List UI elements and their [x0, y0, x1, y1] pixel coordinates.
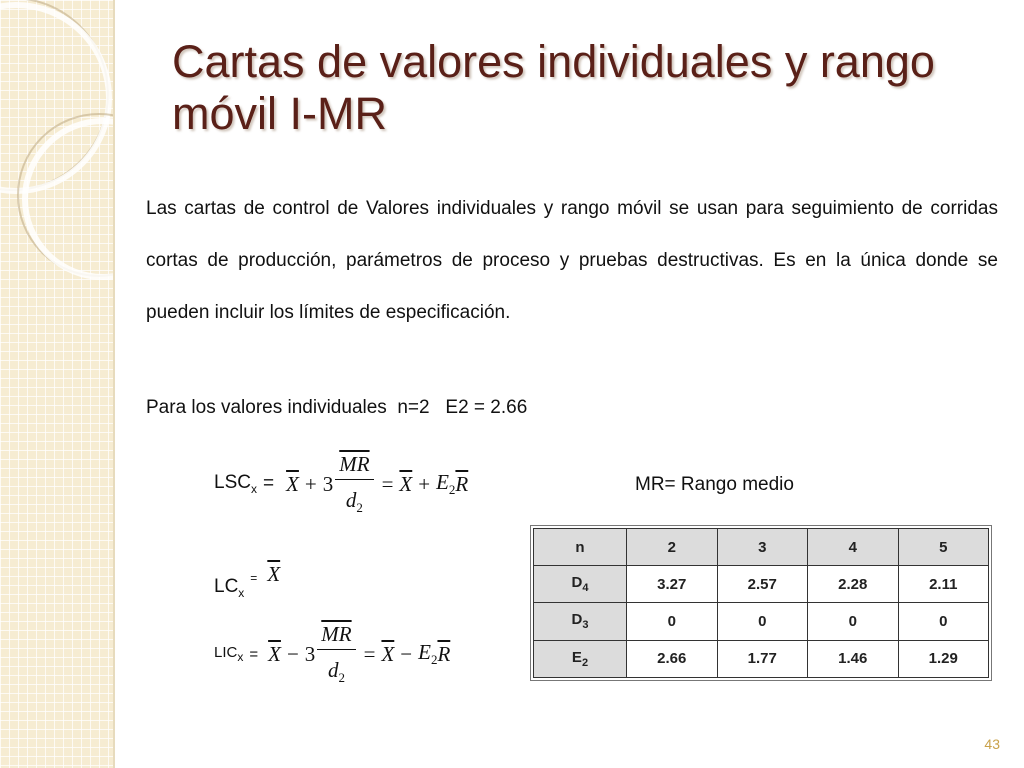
table-cell: 0 [808, 603, 899, 640]
table-row [534, 566, 989, 603]
lsc-label: $LSC_x$ [214, 472, 257, 496]
table-header-row [534, 529, 989, 566]
mr-bar-symbol: $\overline{MR}$ [317, 622, 355, 650]
xbar-symbol: $\overline{X}$ [268, 641, 281, 666]
rbar-symbol: $\overline{R}$ [437, 641, 451, 666]
table-cell: 2.28 [808, 566, 899, 603]
lc-label: $LC_x$ [214, 576, 245, 600]
table-header-cell: 4 [808, 529, 899, 566]
constants-table-frame [530, 525, 992, 681]
decorative-sidebar [0, 0, 113, 768]
params-line: Para los valores individuales n=2 E2 = 2.66 [146, 397, 528, 418]
lc-eq: = [250, 570, 258, 585]
table-header-cell: 2 [627, 529, 718, 566]
table-cell: 2.57 [717, 566, 808, 603]
table-cell: 2.66 [627, 640, 718, 677]
sidebar-divider [113, 0, 115, 768]
mr-over-d2-fraction [317, 622, 355, 686]
d2-symbol: $d_2$ [345, 488, 363, 516]
mr-note: MR= Rango medio [635, 474, 794, 495]
table-cell: 0 [627, 603, 718, 640]
table-row [534, 603, 989, 640]
table-cell: 2.11 [898, 566, 989, 603]
mr-over-d2-fraction [335, 452, 373, 516]
lc-formula [214, 556, 280, 600]
row-label-d4: $D_4$ [534, 566, 627, 603]
constants-table [533, 528, 989, 678]
table-header-cell: 5 [898, 529, 989, 566]
lic-label: $LIC_x$ [214, 644, 244, 665]
slide-paragraph: Las cartas de control de Valores individuales y rango móvil se usan para seguimiento de corridas cortas de producción, parámetros de proceso y pruebas destructivas. Es en la única donde se pueden incluir los límites de especificación. [146, 198, 998, 323]
minus-sign: − [400, 641, 413, 666]
d2-symbol: $d_2$ [327, 658, 345, 686]
xbar-symbol: $\overline{X}$ [399, 471, 413, 496]
e2-symbol: $E_2$ [418, 640, 438, 668]
table-cell: 0 [717, 603, 808, 640]
plus-sign: + [304, 471, 317, 496]
row-label-d3: $D_3$ [534, 603, 627, 640]
mr-bar-symbol: $\overline{MR}$ [335, 452, 373, 480]
table-cell: 1.29 [898, 640, 989, 677]
minus-sign: − [286, 641, 299, 666]
constant-three: 3 [322, 471, 334, 496]
rbar-symbol: $\overline{R}$ [455, 471, 469, 496]
table-cell: 3.27 [627, 566, 718, 603]
table-header-cell: 3 [717, 529, 808, 566]
table-header-cell: n [534, 529, 627, 566]
e2-symbol: $E_2$ [436, 470, 456, 498]
lic-formula [214, 622, 450, 686]
equals-sign: = [381, 471, 394, 496]
row-label-e2: $E_2$ [534, 640, 627, 677]
table-row [534, 640, 989, 677]
table-cell: 1.46 [808, 640, 899, 677]
slide-title: Cartas de valores individuales y rango móvil I-MR [172, 36, 935, 139]
page-number: 43 [984, 736, 1000, 752]
lsc-eq: = [262, 473, 275, 495]
equals-sign: = [363, 641, 376, 666]
table-cell: 0 [898, 603, 989, 640]
table-cell: 1.77 [717, 640, 808, 677]
constant-three: 3 [304, 641, 316, 666]
plus-sign: + [418, 471, 431, 496]
xbar-symbol: $\overline{X}$ [286, 471, 299, 496]
lic-eq: = [249, 645, 259, 663]
xbar-symbol: $\overline{X}$ [267, 562, 281, 587]
xbar-symbol: $\overline{X}$ [381, 641, 395, 666]
lsc-formula [214, 452, 468, 516]
